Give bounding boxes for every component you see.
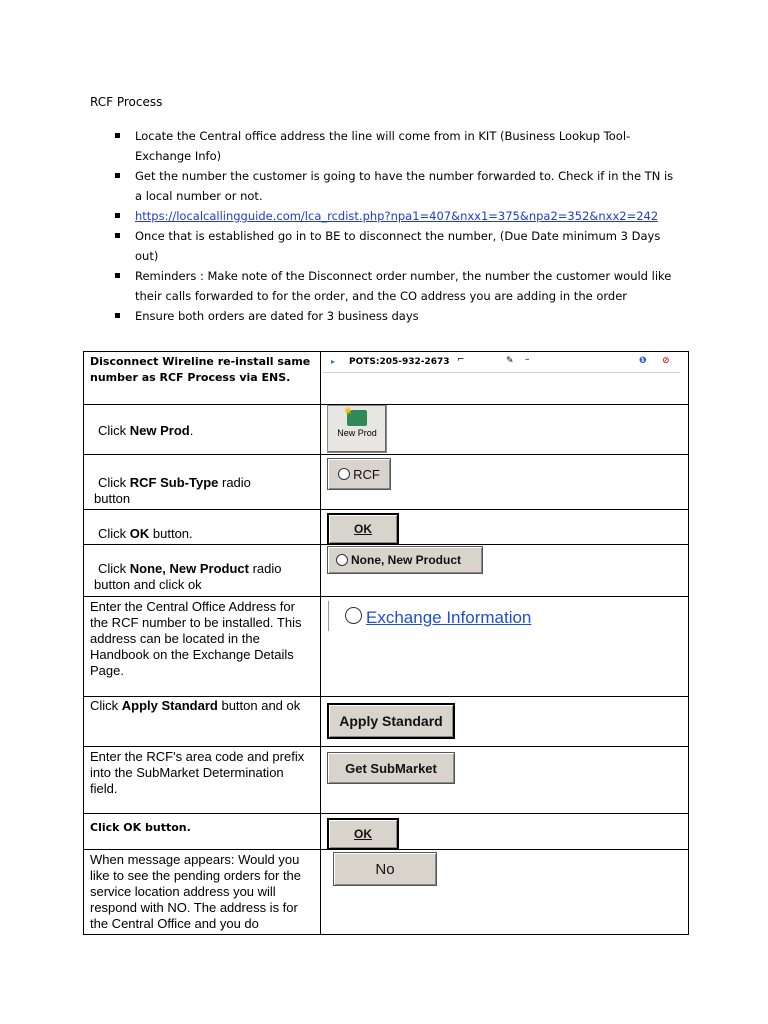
step-screenshot <box>321 597 689 697</box>
steps-table <box>83 351 689 935</box>
rcf-radio-button[interactable]: RCF <box>327 458 391 490</box>
list-item: Locate the Central office address the line will come from in KIT (Business Lookup Tool-Exchange Info) <box>115 126 675 166</box>
step-text: Click OK button. <box>98 526 193 541</box>
step-screenshot <box>321 455 689 510</box>
minus-icon[interactable]: – <box>525 355 530 365</box>
step-instruction <box>84 850 321 935</box>
get-submarket-button[interactable]: Get SubMarket <box>327 752 455 784</box>
step-text: Enter the Central Office Address for the RCF number to be installed. This address can be located in the Handbook on the Exchange Details Page. <box>90 599 302 678</box>
table-row <box>84 405 689 455</box>
radio-icon <box>338 468 350 480</box>
step-screenshot <box>321 697 689 747</box>
table-row <box>84 697 689 747</box>
step-text: Click New Prod. <box>98 423 194 438</box>
step-screenshot <box>321 405 689 455</box>
info-icon[interactable]: ❶ <box>639 356 647 366</box>
pots-number: POTS:205-932-2673 <box>349 357 450 367</box>
step-text: Click OK button. <box>90 821 191 834</box>
divider <box>328 601 329 631</box>
table-row <box>84 545 689 597</box>
radio-icon <box>345 607 362 624</box>
pots-toolbar <box>323 354 680 373</box>
step-screenshot <box>321 510 689 545</box>
step-instruction <box>84 510 321 545</box>
step-instruction <box>84 352 321 405</box>
checkbox-icon[interactable]: ⌐ <box>457 355 465 365</box>
list-item <box>115 206 675 226</box>
step-text: Click Apply Standard button and ok <box>90 698 301 713</box>
table-row <box>84 814 689 850</box>
step-instruction <box>84 747 321 814</box>
step-instruction <box>84 814 321 850</box>
step-screenshot <box>321 747 689 814</box>
step-instruction <box>84 545 321 597</box>
step-text: Click None, New Product radio button and click ok <box>94 561 282 592</box>
new-product-icon <box>343 404 367 426</box>
step-screenshot <box>321 850 689 935</box>
table-row <box>84 597 689 697</box>
expand-arrow-icon[interactable]: ▸ <box>331 357 336 366</box>
list-item: Once that is established go in to BE to disconnect the number, (Due Date minimum 3 Days out) <box>115 226 675 266</box>
step-instruction <box>84 697 321 747</box>
table-row <box>84 510 689 545</box>
apply-standard-button[interactable]: Apply Standard <box>327 703 455 739</box>
instruction-list <box>115 126 675 326</box>
step-text: Enter the RCF's area code and prefix into the SubMarket Determination field. <box>90 749 305 796</box>
table-row <box>84 455 689 510</box>
list-item: Reminders : Make note of the Disconnect order number, the number the customer would like their calls forwarded to for the order, and the CO address you are adding in the order <box>115 266 675 306</box>
ok-button[interactable]: OK <box>327 513 399 545</box>
exchange-information-option[interactable]: Exchange Information <box>345 607 531 628</box>
radio-icon <box>336 554 348 566</box>
table-row <box>84 850 689 935</box>
table-row <box>84 352 689 405</box>
step-screenshot <box>321 545 689 597</box>
step-text: Click RCF Sub-Type radio button <box>94 475 251 506</box>
ok-button[interactable]: OK <box>327 818 399 850</box>
new-prod-button[interactable]: ✷ New Prod <box>327 405 387 453</box>
delete-icon[interactable]: ⊘ <box>662 356 670 366</box>
step-text: Disconnect Wireline re-install same number as RCF Process via ENS. <box>90 355 311 384</box>
star-icon: ✷ <box>343 404 354 418</box>
step-text: When message appears: Would you like to see the pending orders for the service location address you will respond with NO. The address is for the Central Office and you do <box>90 852 302 931</box>
local-calling-guide-link[interactable]: https://localcallingguide.com/lca_rcdist.php?npa1=407&nxx1=375&npa2=352&nxx2=242 <box>135 209 659 223</box>
page-title: RCF Process <box>90 95 163 109</box>
list-item: Ensure both orders are dated for 3 business days <box>115 306 675 326</box>
step-instruction <box>84 405 321 455</box>
table-row <box>84 747 689 814</box>
step-instruction <box>84 597 321 697</box>
none-new-product-radio-button[interactable]: None, New Product <box>327 546 483 574</box>
step-screenshot <box>321 814 689 850</box>
list-item: Get the number the customer is going to have the number forwarded to. Check if in the TN is a local number or not. <box>115 166 675 206</box>
edit-icon[interactable]: ✎ <box>506 356 514 366</box>
no-button[interactable]: No <box>333 852 437 886</box>
step-screenshot <box>321 352 689 405</box>
step-instruction <box>84 455 321 510</box>
